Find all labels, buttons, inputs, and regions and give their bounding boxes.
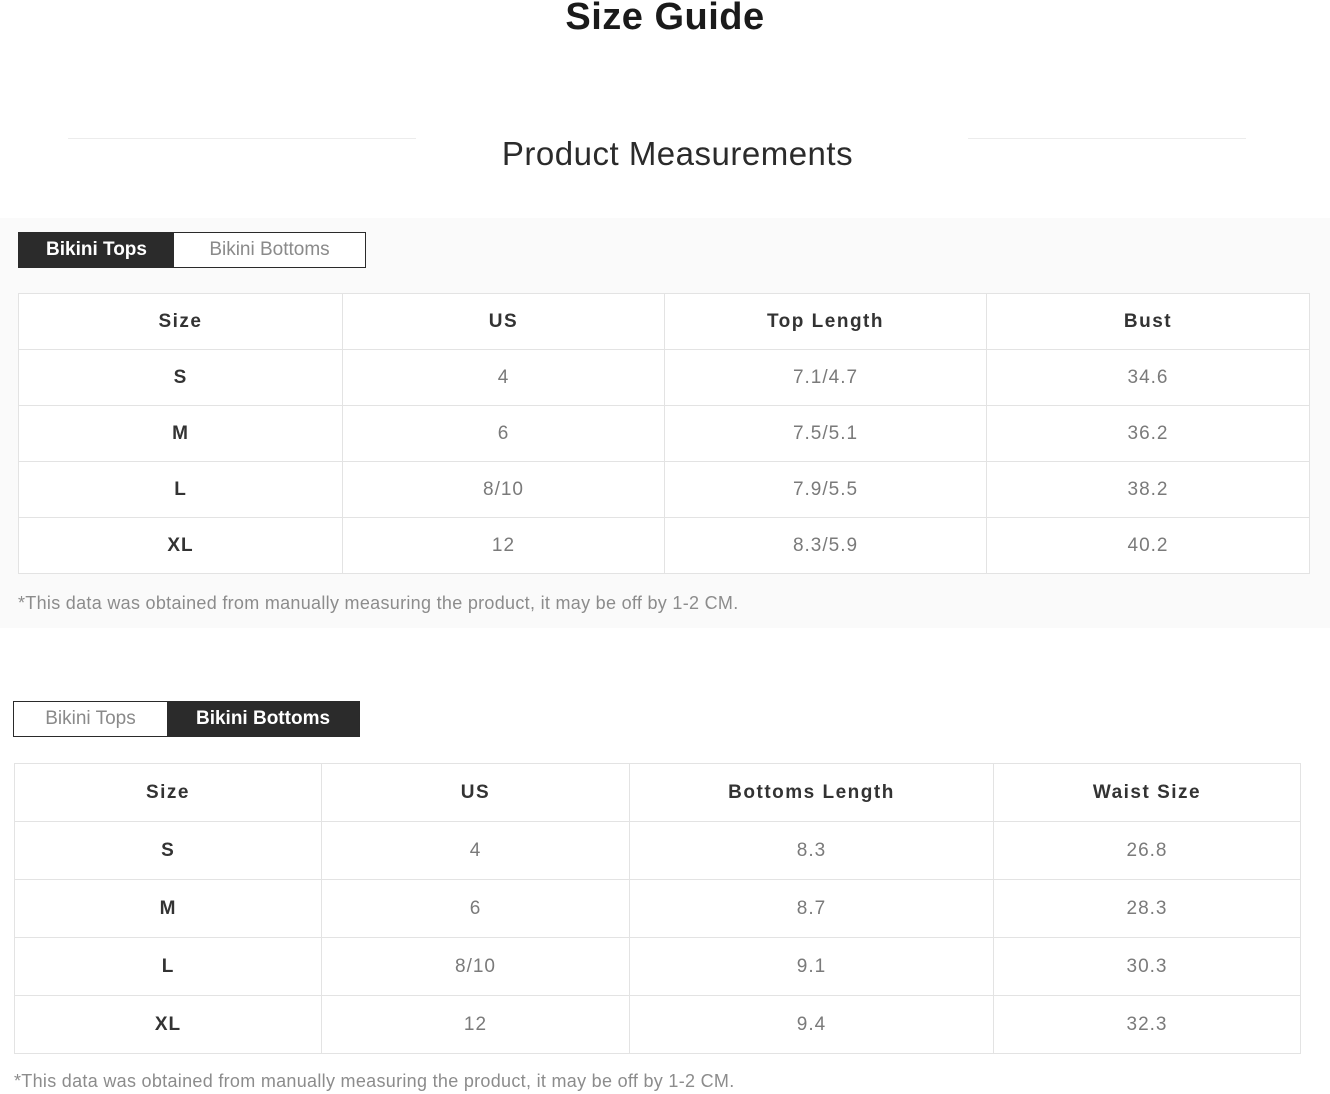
size-cell: XL (19, 518, 343, 574)
bottoms-length-cell: 8.7 (630, 880, 994, 938)
waist-size-cell: 30.3 (994, 938, 1301, 996)
bust-cell: 34.6 (987, 350, 1310, 406)
bottoms-size-table (14, 763, 1301, 1054)
tops-measurement-note: *This data was obtained from manually measuring the product, it may be off by 1-2 CM. (18, 593, 739, 613)
bottoms-length-cell: 9.1 (630, 938, 994, 996)
bottoms-length-cell: 9.4 (630, 996, 994, 1054)
bottoms-measurement-note: *This data was obtained from manually measuring the product, it may be off by 1-2 CM. (14, 1071, 735, 1091)
us-cell: 6 (343, 406, 665, 462)
table-header-row (19, 294, 1310, 350)
us-cell: 6 (322, 880, 630, 938)
size-cell: S (15, 822, 322, 880)
page-title: Size Guide (565, 0, 765, 38)
table-row (15, 938, 1301, 996)
column-header-bust: Bust (987, 294, 1310, 350)
section-header (0, 130, 1330, 176)
bust-cell: 38.2 (987, 462, 1310, 518)
column-header-top-length: Top Length (665, 294, 987, 350)
size-cell: M (19, 406, 343, 462)
section-title: Product Measurements (501, 135, 854, 172)
top-length-cell: 8.3/5.9 (665, 518, 987, 574)
top-length-cell: 7.5/5.1 (665, 406, 987, 462)
size-cell: M (15, 880, 322, 938)
tops-size-table (18, 293, 1310, 574)
column-header-us: US (322, 764, 630, 822)
us-cell: 8/10 (343, 462, 665, 518)
table-row (19, 518, 1310, 574)
size-cell: XL (15, 996, 322, 1054)
column-header-size: Size (15, 764, 322, 822)
tab-bikini-bottoms[interactable]: Bikini Bottoms (174, 233, 365, 267)
us-cell: 8/10 (322, 938, 630, 996)
tops-panel-tabs (18, 232, 366, 268)
bottoms-length-cell: 8.3 (630, 822, 994, 880)
tab-bikini-tops[interactable]: Bikini Tops (14, 702, 167, 736)
us-cell: 12 (343, 518, 665, 574)
table-row (15, 996, 1301, 1054)
column-header-waist-size: Waist Size (994, 764, 1301, 822)
us-cell: 4 (343, 350, 665, 406)
top-length-cell: 7.1/4.7 (665, 350, 987, 406)
table-row (19, 350, 1310, 406)
us-cell: 12 (322, 996, 630, 1054)
table-row (15, 880, 1301, 938)
size-cell: L (15, 938, 322, 996)
size-cell: L (19, 462, 343, 518)
section-divider-right (968, 138, 1246, 139)
bust-cell: 40.2 (987, 518, 1310, 574)
tab-bikini-bottoms[interactable]: Bikini Bottoms (167, 702, 359, 736)
waist-size-cell: 26.8 (994, 822, 1301, 880)
waist-size-cell: 28.3 (994, 880, 1301, 938)
table-row (19, 406, 1310, 462)
top-length-cell: 7.9/5.5 (665, 462, 987, 518)
column-header-bottoms-length: Bottoms Length (630, 764, 994, 822)
tab-bikini-tops[interactable]: Bikini Tops (19, 233, 174, 267)
column-header-size: Size (19, 294, 343, 350)
column-header-us: US (343, 294, 665, 350)
size-cell: S (19, 350, 343, 406)
bottoms-panel-tabs (13, 701, 360, 737)
table-header-row (15, 764, 1301, 822)
waist-size-cell: 32.3 (994, 996, 1301, 1054)
table-row (19, 462, 1310, 518)
bust-cell: 36.2 (987, 406, 1310, 462)
table-row (15, 822, 1301, 880)
us-cell: 4 (322, 822, 630, 880)
